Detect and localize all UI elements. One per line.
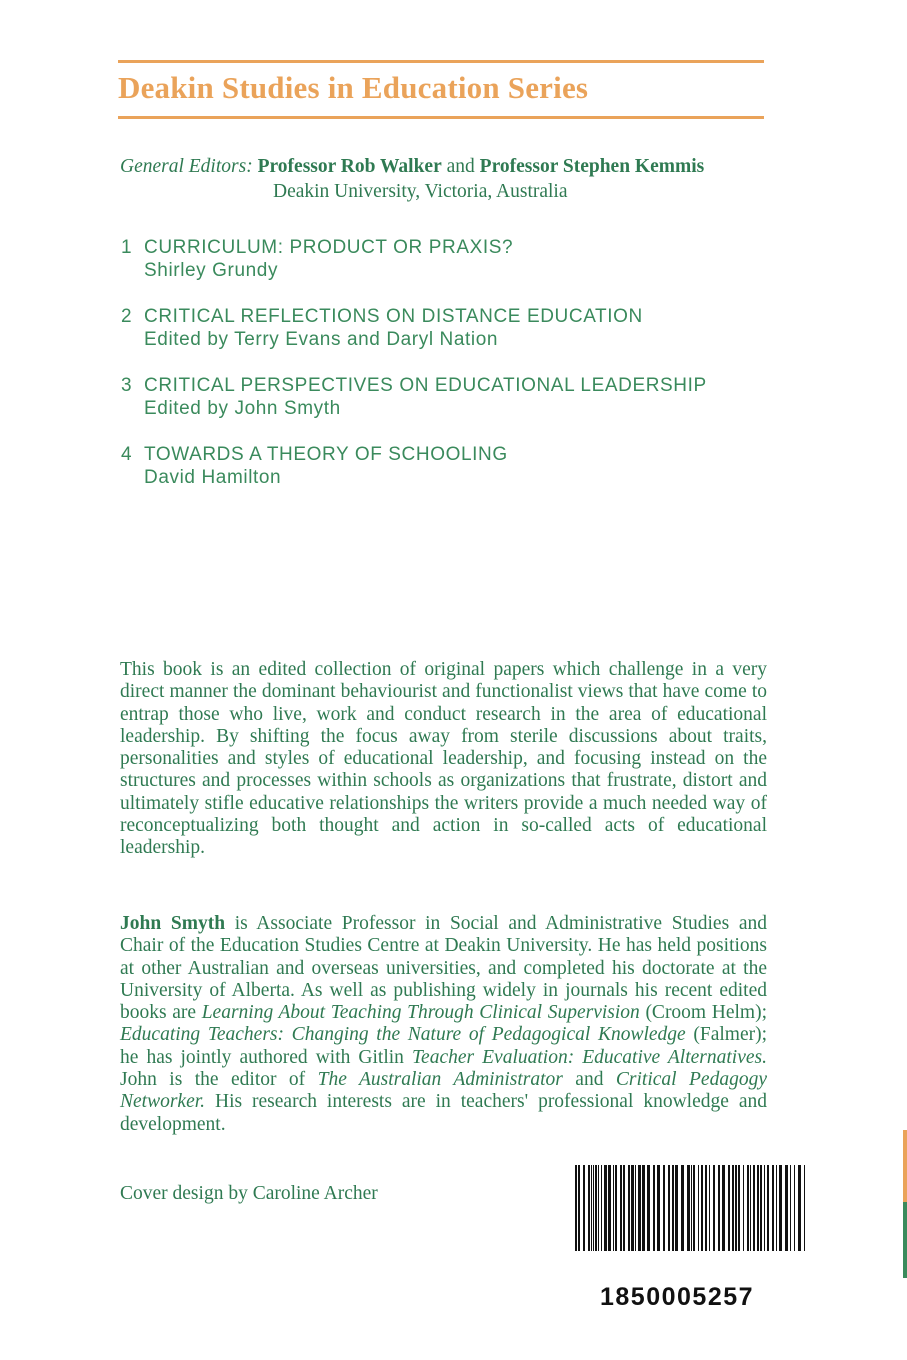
- barcode-bar: [701, 1165, 703, 1251]
- barcode-bar: [608, 1165, 611, 1251]
- barcode-bar: [601, 1165, 602, 1251]
- barcode-bar: [779, 1165, 782, 1251]
- editors-conjunction: and: [446, 156, 475, 177]
- barcode-bar: [776, 1165, 777, 1251]
- series-book-author: Edited by John Smyth: [144, 398, 341, 419]
- book-title: Educating Teachers: Changing the Nature of Pedagogical Knowledge: [120, 1024, 686, 1046]
- barcode-bar: [794, 1165, 795, 1251]
- barcode-bar: [722, 1165, 725, 1251]
- barcode-bar: [575, 1165, 577, 1251]
- isbn-number: 1850005257: [600, 1283, 755, 1311]
- barcode-bar: [735, 1165, 737, 1251]
- barcode-bar: [747, 1165, 749, 1251]
- barcode-bar: [785, 1165, 788, 1251]
- barcode-bar: [772, 1165, 774, 1251]
- title-underline-rule: [118, 116, 764, 119]
- series-book-title: CRITICAL PERSPECTIVES ON EDUCATIONAL LEADERSHIP: [144, 375, 707, 396]
- barcode-bar: [583, 1165, 585, 1251]
- series-book-title: CURRICULUM: PRODUCT OR PRAXIS?: [144, 237, 514, 258]
- barcode-bar: [693, 1165, 695, 1251]
- editor-2: Professor Stephen Kemmis: [479, 156, 705, 177]
- barcode-bar: [804, 1165, 805, 1251]
- barcode-bar: [691, 1165, 692, 1251]
- barcode-bar: [595, 1165, 597, 1251]
- barcode-bar: [604, 1165, 607, 1251]
- barcode-bar: [764, 1165, 765, 1251]
- series-item: [121, 374, 707, 420]
- series-list: [121, 236, 707, 512]
- barcode-bar: [753, 1165, 755, 1251]
- spine-edge-green: [903, 1202, 907, 1278]
- barcode-bar: [591, 1165, 592, 1251]
- barcode-bar: [663, 1165, 665, 1251]
- barcode-bar: [767, 1165, 769, 1251]
- series-number: 2: [121, 306, 133, 327]
- barcode-bar: [638, 1165, 641, 1251]
- cover-credit: Cover design by Caroline Archer: [120, 1183, 378, 1204]
- barcode-bar: [760, 1165, 762, 1251]
- bio-text: His research interests are in teachers' professional knowledge and development.: [120, 1091, 767, 1135]
- barcode-bar: [687, 1165, 690, 1251]
- series-item: [121, 443, 707, 489]
- barcode-bar: [588, 1165, 590, 1251]
- barcode-bar: [743, 1165, 744, 1251]
- barcode-bar: [615, 1165, 617, 1251]
- editors-label: General Editors:: [120, 156, 253, 177]
- barcode-bar: [635, 1165, 636, 1251]
- author-name: John Smyth: [120, 913, 226, 934]
- barcode-bar: [675, 1165, 678, 1251]
- top-rule: [118, 60, 764, 63]
- barcode-bar: [598, 1165, 599, 1251]
- series-title: Deakin Studies in Education Series: [118, 70, 589, 105]
- barcode-bar: [698, 1165, 699, 1251]
- barcode-bar: [578, 1165, 580, 1251]
- book-description: This book is an edited collection of original papers which challenge in a very direct manner the dominant behaviourist and functionalist views that have come to entrap those who live, work and conduct research in the area of educational leadership. By shifting the focus away from sterile discussions about traits, personalities and styles of educational leadership, and focusing instead on the structures and processes within schools as organizations that frustrate, distort and ultimately stifle educative relationships the writers provide a much needed way of reconceptualizing both thought and action in so-called acts of educational leadership.: [120, 659, 767, 859]
- barcode-bar: [623, 1165, 625, 1251]
- bio-text: and: [562, 1069, 616, 1091]
- barcode-bar: [705, 1165, 707, 1251]
- barcode: [575, 1165, 805, 1251]
- general-editors: [120, 154, 704, 204]
- barcode-bar: [620, 1165, 622, 1251]
- barcode-bar: [672, 1165, 674, 1251]
- barcode-bar: [631, 1165, 634, 1251]
- barcode-bar: [709, 1165, 710, 1251]
- series-book-title: CRITICAL REFLECTIONS ON DISTANCE EDUCATION: [144, 306, 643, 327]
- barcode-bar: [713, 1165, 715, 1251]
- barcode-bar: [647, 1165, 650, 1251]
- series-book-author: David Hamilton: [144, 467, 282, 488]
- barcode-bar: [613, 1165, 614, 1251]
- barcode-bar: [668, 1165, 670, 1251]
- barcode-bar: [732, 1165, 734, 1251]
- book-title: Teacher Evaluation: Educative Alternatives.: [411, 1046, 767, 1068]
- barcode-bar: [750, 1165, 751, 1251]
- series-number: 4: [121, 444, 133, 465]
- barcode-bar: [790, 1165, 791, 1251]
- series-book-author: Shirley Grundy: [144, 260, 279, 281]
- series-number: 3: [121, 375, 133, 396]
- barcode-bar: [681, 1165, 684, 1251]
- bio-text: (Croom Helm);: [639, 1002, 767, 1024]
- author-bio: [120, 913, 767, 1136]
- series-number: 1: [121, 237, 133, 258]
- book-title: Critical Pedagogy Networker.: [120, 1069, 767, 1113]
- barcode-bar: [738, 1165, 740, 1251]
- barcode-bar: [628, 1165, 630, 1251]
- series-item: [121, 305, 707, 351]
- bio-text: (Falmer); he has jointly authored with Gitlin: [120, 1024, 768, 1068]
- bio-text: John is the editor of: [120, 1069, 318, 1091]
- barcode-bar: [718, 1165, 720, 1251]
- barcode-bar: [593, 1165, 594, 1251]
- barcode-bar: [798, 1165, 801, 1251]
- series-book-author: Edited by Terry Evans and Daryl Nation: [144, 329, 499, 350]
- spine-edge-orange: [903, 1130, 907, 1202]
- barcode-bar: [653, 1165, 655, 1251]
- barcode-bar: [728, 1165, 730, 1251]
- barcode-bar: [757, 1165, 759, 1251]
- series-book-title: TOWARDS A THEORY OF SCHOOLING: [144, 444, 508, 465]
- barcode-bar: [642, 1165, 645, 1251]
- editor-1: Professor Rob Walker: [257, 156, 442, 177]
- editors-affiliation: Deakin University, Victoria, Australia: [273, 181, 568, 202]
- bio-text: is Associate Professor in Social and Administrative Studies and Chair of the Education Studies Centre at Deakin University. He has held positions at other Australian and overseas universities, and completed his doctorate at the University of Alberta. As well as publishing widely in journals his recent edited books are: [120, 913, 767, 1024]
- book-title: The Australian Administrator: [317, 1069, 563, 1091]
- series-item: [121, 236, 707, 282]
- barcode-bar: [657, 1165, 660, 1251]
- book-title: Learning About Teaching Through Clinical Supervision: [201, 1002, 640, 1024]
